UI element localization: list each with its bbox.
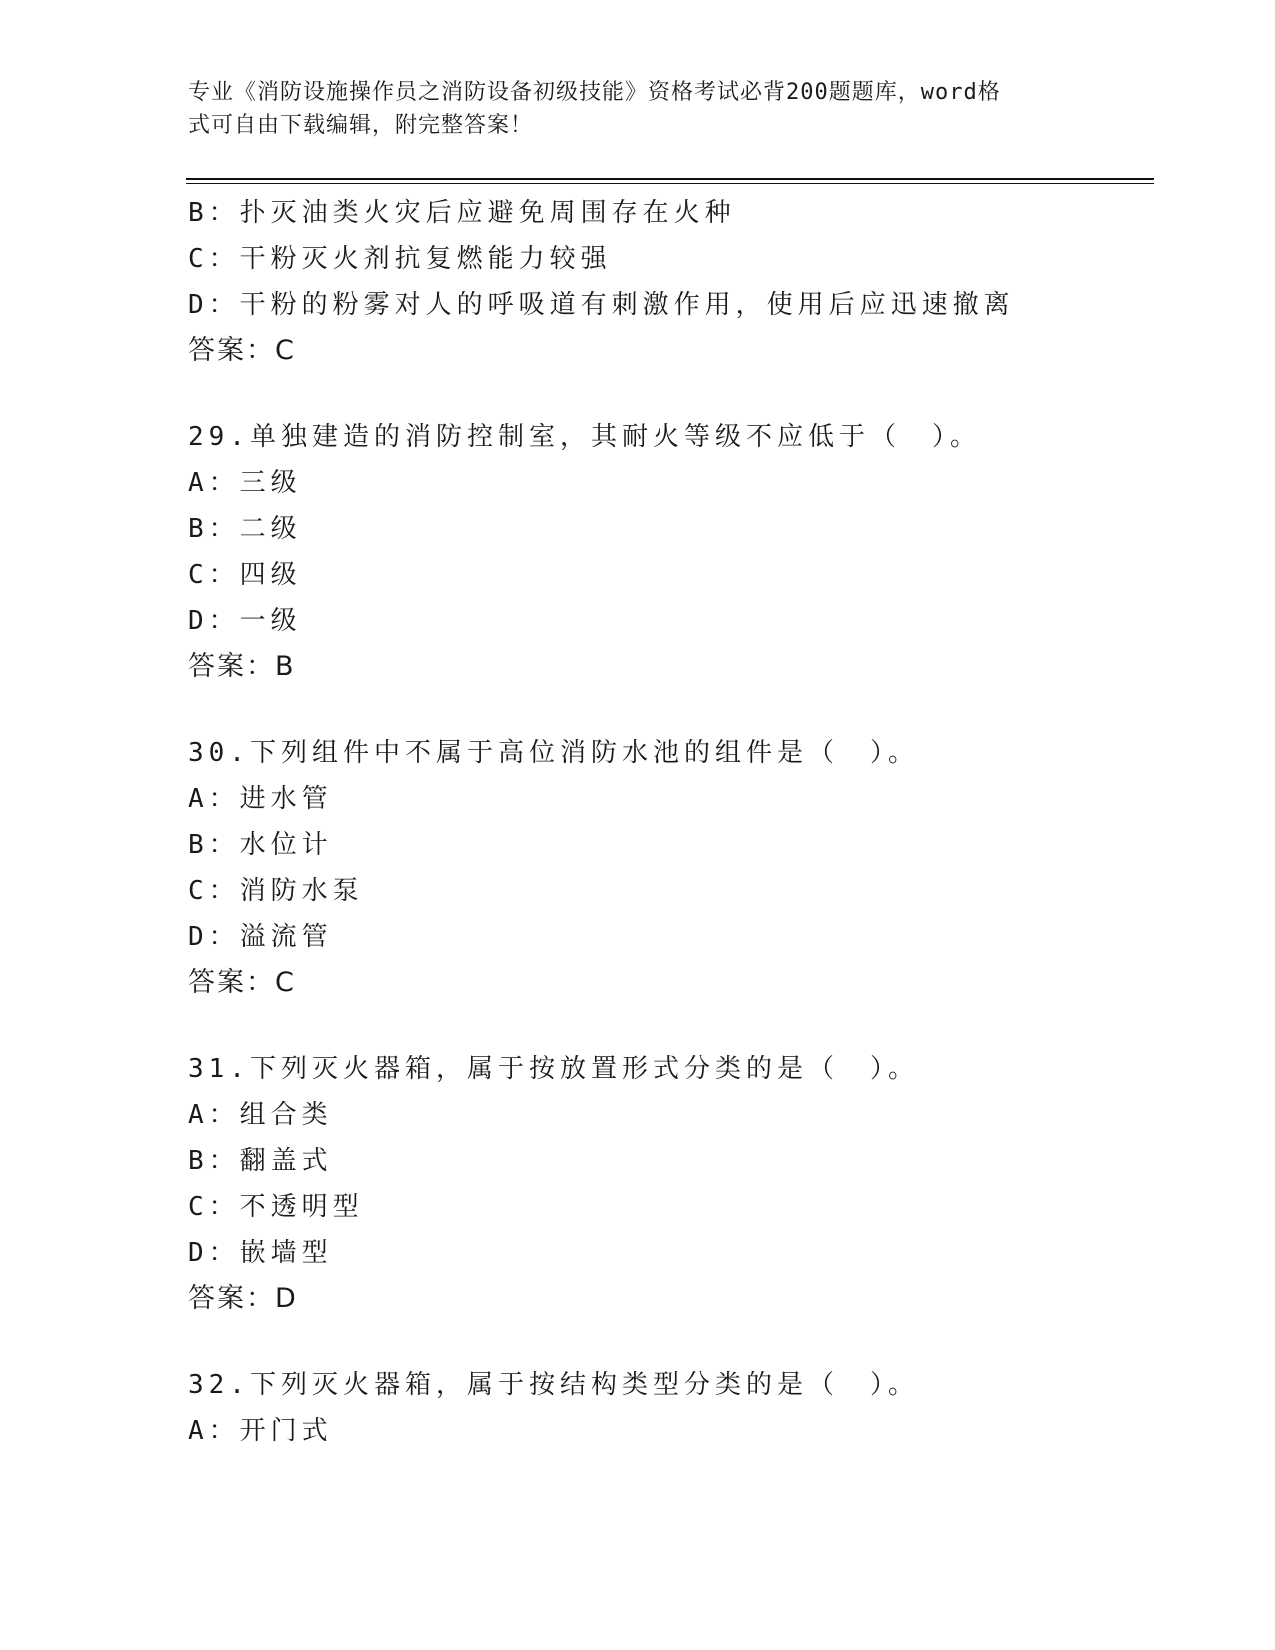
option-line xyxy=(188,1092,1148,1138)
option-line xyxy=(188,460,1148,506)
question-list xyxy=(188,190,1148,1454)
option-text: 三级 xyxy=(239,468,302,498)
option-prefix: A： xyxy=(188,1416,240,1446)
question-text: 下列灭火器箱，属于按放置形式分类的是（ ）。 xyxy=(249,1054,919,1084)
option-text: 四级 xyxy=(239,560,302,590)
option-text: 不透明型 xyxy=(239,1192,364,1222)
spacer xyxy=(188,1006,1148,1046)
option-line xyxy=(188,868,1148,914)
spacer xyxy=(188,1322,1148,1362)
option-text: 干粉的粉雾对人的呼吸道有刺激作用，使用后应迅速撤离 xyxy=(239,290,1015,320)
header-divider-thick xyxy=(186,178,1154,180)
continued-question xyxy=(188,190,1148,374)
option-prefix: B： xyxy=(188,830,240,860)
option-prefix: A： xyxy=(188,784,240,814)
option-text: 消防水泵 xyxy=(239,876,364,906)
question-stem xyxy=(188,1362,1148,1408)
option-line xyxy=(188,822,1148,868)
option-line xyxy=(188,190,1148,236)
answer-line: 答案：C xyxy=(188,335,296,366)
option-prefix: D： xyxy=(188,1238,240,1268)
answer-line: 答案：B xyxy=(188,651,296,682)
option-prefix: C： xyxy=(188,244,240,274)
option-prefix: C： xyxy=(188,876,240,906)
option-line xyxy=(188,1184,1148,1230)
option-text: 翻盖式 xyxy=(239,1146,333,1176)
option-line xyxy=(188,1138,1148,1184)
option-prefix: C： xyxy=(188,1192,240,1222)
option-text: 进水管 xyxy=(239,784,333,814)
option-line xyxy=(188,282,1148,328)
question-stem xyxy=(188,1046,1148,1092)
option-prefix: D： xyxy=(188,290,240,320)
option-text: 嵌墙型 xyxy=(239,1238,333,1268)
option-prefix: B： xyxy=(188,1146,240,1176)
option-line xyxy=(188,236,1148,282)
answer-line: 答案：D xyxy=(188,1283,298,1314)
option-text: 干粉灭火剂抗复燃能力较强 xyxy=(239,244,612,274)
spacer xyxy=(188,690,1148,730)
option-text: 溢流管 xyxy=(239,922,333,952)
option-line xyxy=(188,914,1148,960)
option-text: 组合类 xyxy=(239,1100,333,1130)
option-text: 开门式 xyxy=(239,1416,333,1446)
option-prefix: C： xyxy=(188,560,240,590)
option-line xyxy=(188,776,1148,822)
header-title-line-2: 式可自由下载编辑，附完整答案！ xyxy=(188,113,534,138)
question-number: 29. xyxy=(188,422,250,452)
question-32 xyxy=(188,1362,1148,1454)
option-line xyxy=(188,506,1148,552)
option-prefix: A： xyxy=(188,1100,240,1130)
question-number: 32. xyxy=(188,1370,250,1400)
question-text: 单独建造的消防控制室，其耐火等级不应低于（ ）。 xyxy=(249,422,981,452)
question-number: 31. xyxy=(188,1054,250,1084)
answer-line: 答案：C xyxy=(188,967,296,998)
option-prefix: D： xyxy=(188,606,240,636)
option-text: 一级 xyxy=(239,606,302,636)
option-prefix: A： xyxy=(188,468,240,498)
question-29 xyxy=(188,414,1148,690)
option-prefix: B： xyxy=(188,198,240,228)
header-title-line-1: 专业《消防设施操作员之消防设备初级技能》资格考试必背200题题库，word格 xyxy=(188,80,1001,105)
option-line xyxy=(188,1408,1148,1454)
question-30 xyxy=(188,730,1148,1006)
question-stem xyxy=(188,414,1148,460)
option-line xyxy=(188,598,1148,644)
question-number: 30. xyxy=(188,738,250,768)
question-text: 下列灭火器箱，属于按结构类型分类的是（ ）。 xyxy=(249,1370,919,1400)
option-text: 水位计 xyxy=(239,830,333,860)
option-text: 二级 xyxy=(239,514,302,544)
question-31 xyxy=(188,1046,1148,1322)
option-line xyxy=(188,1230,1148,1276)
question-stem xyxy=(188,730,1148,776)
question-text: 下列组件中不属于高位消防水池的组件是（ ）。 xyxy=(249,738,919,768)
option-prefix: B： xyxy=(188,514,240,544)
option-prefix: D： xyxy=(188,922,240,952)
header-divider-thin xyxy=(186,183,1154,184)
spacer xyxy=(188,374,1148,414)
option-text: 扑灭油类火灾后应避免周围存在火种 xyxy=(239,198,736,228)
option-line xyxy=(188,552,1148,598)
document-header xyxy=(188,76,1078,142)
